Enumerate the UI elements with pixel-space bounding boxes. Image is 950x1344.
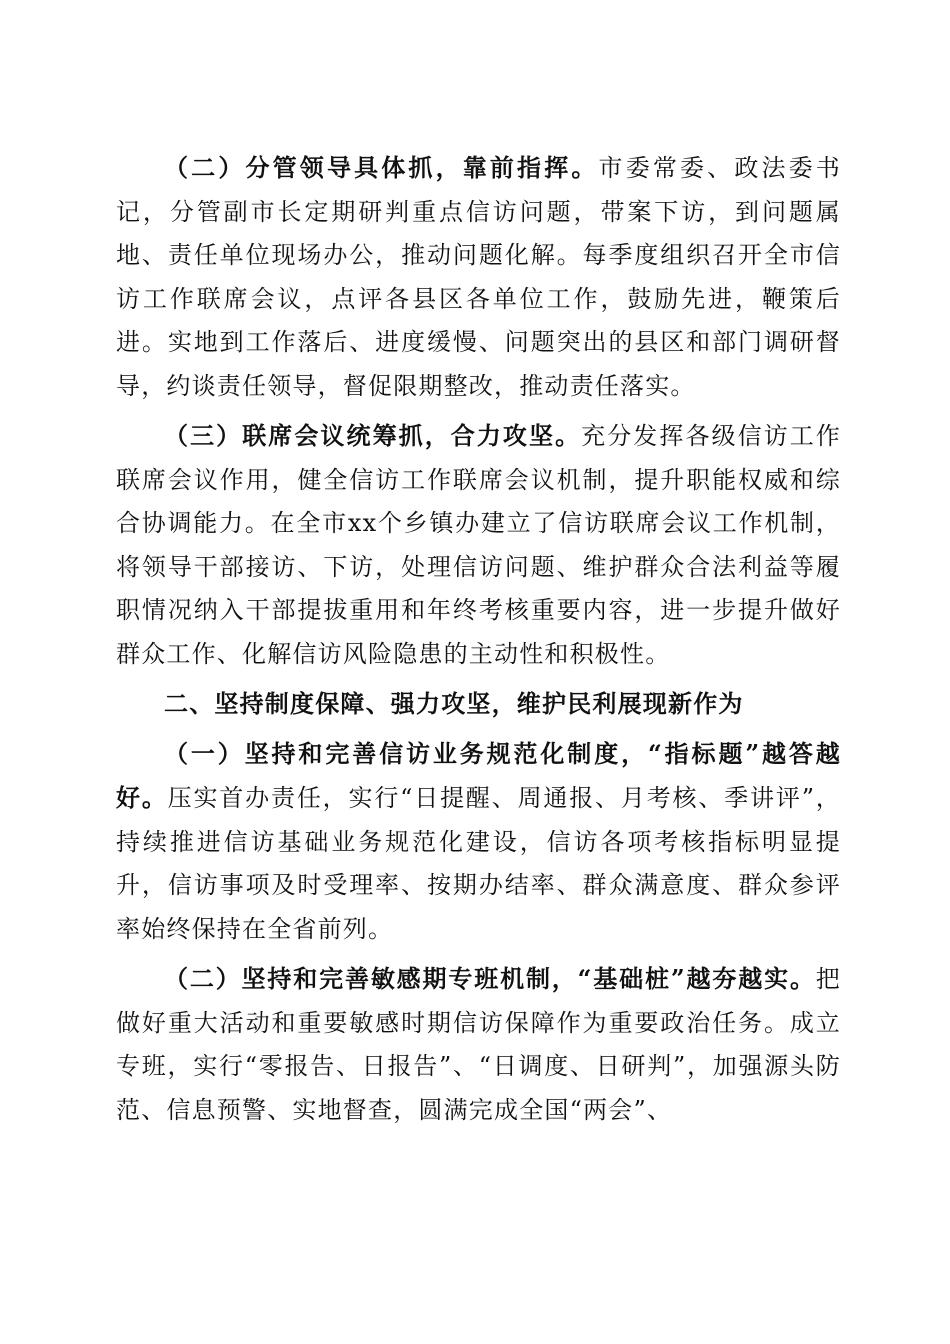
paragraph-lead: （一）坚持和完善信访业务规范化制度，“指标题”越答越好。 xyxy=(116,738,841,812)
paragraph-lead: （三）联席会议统筹抓，合力攻坚。 xyxy=(164,421,582,450)
paragraph-body: 把做好重大活动和重要敏感时期信访保障作为重要政治任务。成立专班，实行“零报告、日报告”、“日调度、日研判”，加强源头防范、信息预警、实地督查，圆满完成全国“两会”、 xyxy=(116,965,841,1124)
paragraph-lead: （二）坚持和完善敏感期专班机制，“基础桩”越夯越实。 xyxy=(164,964,816,993)
paragraph-leader-in-charge xyxy=(116,146,841,408)
paragraph-lead: （二）分管领导具体抓，靠前指挥。 xyxy=(164,153,599,182)
paragraph-body: 市委常委、政法委书记，分管副市长定期研判重点信访问题，带案下访，到问题属地、责任单位现场办公，推动问题化解。每季度组织召开全市信访工作联席会议，点评各县区各单位工作，鼓励先进，鞭策后进。实地到工作落后、进度缓慢、问题突出的县区和部门调研督导，约谈责任领导，督促限期整改，推动责任落实。 xyxy=(116,154,841,400)
paragraph-sensitive-period xyxy=(116,957,841,1132)
paragraph-joint-meeting xyxy=(116,414,841,676)
section-heading: 二、坚持制度保障、强力攻坚，维护民利展现新作为 xyxy=(164,689,744,718)
paragraph-body: 充分发挥各级信访工作联席会议作用，健全信访工作联席会议机制，提升职能权威和综合协调能力。在全市xx个乡镇办建立了信访联席会议工作机制，将领导干部接访、下访，处理信访问题、维护群众合法利益等履职情况纳入干部提拔重用和年终考核重要内容，进一步提升做好群众工作、化解信访风险隐患的主动性和积极性。 xyxy=(116,422,842,668)
document-page xyxy=(116,140,841,1132)
paragraph-body: 压实首办责任，实行“日提醒、周通报、月考核、季讲评”，持续推进信访基础业务规范化建设，信访各项考核指标明显提升，信访事项及时受理率、按期办结率、群众满意度、群众参评率始终保持在全省前列。 xyxy=(116,784,842,943)
paragraph-standardization xyxy=(116,732,841,952)
